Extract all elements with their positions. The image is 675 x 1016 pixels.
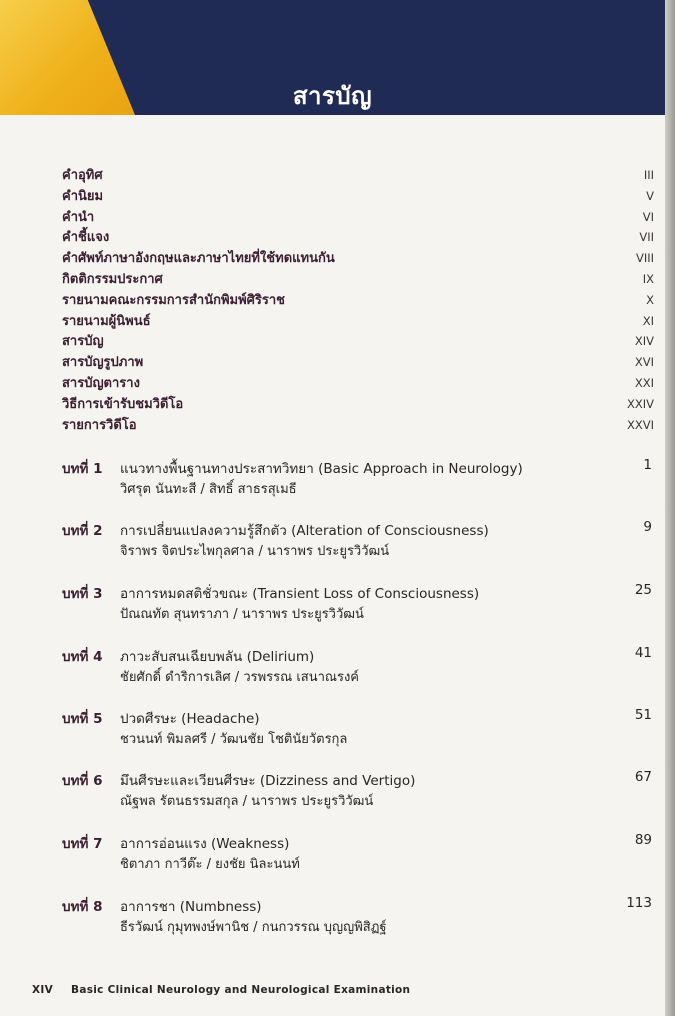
chapter-number: บทที่ 2 [62, 523, 103, 539]
chapter-entry[interactable] [62, 769, 654, 815]
chapter-authors: ชัยศักดิ์ ดำริการเลิศ / วรพรรณ เสนาณรงค์ [120, 670, 359, 685]
chapter-entry[interactable] [62, 645, 654, 691]
page-header-banner [0, 0, 665, 115]
toc-entry-page: XXVI [626, 417, 654, 432]
chapter-page: 89 [634, 832, 652, 848]
chapter-entry[interactable] [62, 457, 654, 503]
chapter-page: 113 [626, 895, 652, 911]
toc-entry-label: วิธีการเข้ารับชมวิดีโอ [62, 396, 184, 412]
chapter-number: บทที่ 5 [62, 711, 103, 727]
chapter-title: อาการชา (Numbness) [120, 899, 262, 915]
page-title: สารบัญ [292, 82, 373, 110]
chapter-entry[interactable] [62, 707, 654, 753]
chapter-page: 41 [634, 645, 652, 661]
toc-entry[interactable] [62, 226, 654, 247]
chapter-authors: ณัฐพล รัตนธรรมสกุล / นาราพร ประยูรวิวัฒน์ [120, 794, 374, 809]
chapter-title: อาการอ่อนแรง (Weakness) [120, 836, 290, 852]
chapter-authors: ชวนนท์ พิมลศรี / วัฒนชัย โชตินัยวัตรกุล [120, 732, 348, 747]
page-edge-shadow [665, 0, 675, 1016]
chapter-title: แนวทางพื้นฐานทางประสาทวิทยา (Basic Approach in Neurology) [120, 461, 523, 477]
chapter-title: ปวดศีรษะ (Headache) [120, 711, 260, 727]
toc-entry-label: รายการวิดีโอ [62, 417, 137, 433]
toc-entry-page: VI [642, 209, 654, 224]
toc-entry-page: X [646, 292, 654, 307]
toc-entry[interactable] [62, 330, 654, 351]
front-matter-list [62, 164, 654, 434]
chapter-number: บทที่ 6 [62, 773, 103, 789]
toc-entry-page: VIII [635, 251, 654, 266]
chapter-page: 9 [643, 519, 652, 535]
chapter-authors: วิศรุต นันทะสี / สิทธิ์ สาธรสุเมธี [120, 482, 297, 497]
chapter-number: บทที่ 4 [62, 649, 103, 665]
footer-book-title: Basic Clinical Neurology and Neurological Examination [71, 984, 411, 996]
toc-entry-page: XIV [634, 334, 654, 349]
toc-entry[interactable] [62, 164, 654, 185]
toc-entry[interactable] [62, 414, 654, 435]
toc-entry[interactable] [62, 268, 654, 289]
toc-entry-page: VII [639, 230, 654, 245]
footer-page-number: XIV [32, 984, 54, 996]
toc-entry-label: รายนามคณะกรรมการสำนักพิมพ์ศิริราช [62, 292, 285, 308]
chapter-page: 1 [643, 457, 652, 473]
toc-entry-label: คำนิยม [62, 188, 104, 204]
chapter-page: 67 [634, 769, 652, 785]
toc-entry-page: III [643, 168, 654, 182]
toc-entry[interactable] [62, 310, 654, 331]
toc-entry-label: สารบัญ [62, 334, 104, 350]
chapter-number: บทที่ 8 [62, 899, 103, 915]
toc-entry[interactable] [62, 372, 654, 393]
chapter-number: บทที่ 1 [62, 461, 103, 477]
chapter-number: บทที่ 7 [62, 836, 103, 852]
chapter-entry[interactable] [62, 832, 654, 878]
chapter-page: 51 [634, 707, 652, 723]
chapter-entry[interactable] [62, 895, 654, 941]
toc-entry-label: คำนำ [62, 209, 95, 225]
chapter-title: อาการหมดสติชั่วขณะ (Transient Loss of Consciousness) [120, 586, 480, 602]
chapter-number: บทที่ 3 [62, 586, 103, 602]
chapter-title: ภาวะสับสนเฉียบพลัน (Delirium) [120, 649, 315, 665]
chapter-authors: ธีรวัฒน์ กุมุทพงษ์พานิช / กนกวรรณ บุญญพิสิฏฐ์ [120, 920, 387, 935]
chapter-authors: ชิตาภา กาวีต๊ะ / ยงชัย นิละนนท์ [120, 857, 300, 872]
toc-entry[interactable] [62, 289, 654, 310]
toc-entry-page: XXI [634, 375, 654, 390]
toc-entry-label: กิตติกรรมประกาศ [62, 271, 163, 287]
toc-entry-label: คำอุทิศ [62, 168, 103, 183]
toc-entry[interactable] [62, 185, 654, 206]
chapter-entry[interactable] [62, 582, 654, 628]
toc-entry[interactable] [62, 351, 654, 372]
toc-entry-page: XVI [634, 355, 654, 370]
chapter-title: การเปลี่ยนแปลงความรู้สึกตัว (Alteration of Consciousness) [120, 523, 489, 539]
chapter-page: 25 [634, 582, 652, 598]
chapter-authors: จิราพร จิตประไพกุลศาล / นาราพร ประยูรวิวัฒน์ [120, 544, 390, 559]
chapter-title: มึนศีรษะและเวียนศีรษะ (Dizziness and Vertigo) [120, 773, 416, 789]
toc-entry-page: XXIV [626, 396, 654, 411]
toc-entry-page: IX [642, 271, 654, 286]
toc-entry-label: คำชี้แจง [62, 230, 110, 246]
toc-entry[interactable] [62, 393, 654, 414]
toc-entry-label: สารบัญรูปภาพ [62, 355, 144, 371]
toc-entry[interactable] [62, 206, 654, 227]
chapter-authors: ปัณณทัต สุนทราภา / นาราพร ประยูรวิวัฒน์ [120, 607, 364, 622]
toc-entry-page: XI [642, 313, 654, 328]
toc-entry[interactable] [62, 247, 654, 268]
toc-entry-label: คำศัพท์ภาษาอังกฤษและภาษาไทยที่ใช้ทดแทนกัน [62, 251, 335, 267]
chapter-entry[interactable] [62, 519, 654, 565]
toc-entry-label: สารบัญตาราง [62, 375, 140, 391]
toc-entry-page: V [646, 188, 654, 203]
toc-entry-label: รายนามผู้นิพนธ์ [62, 313, 151, 329]
page-footer [32, 984, 410, 996]
